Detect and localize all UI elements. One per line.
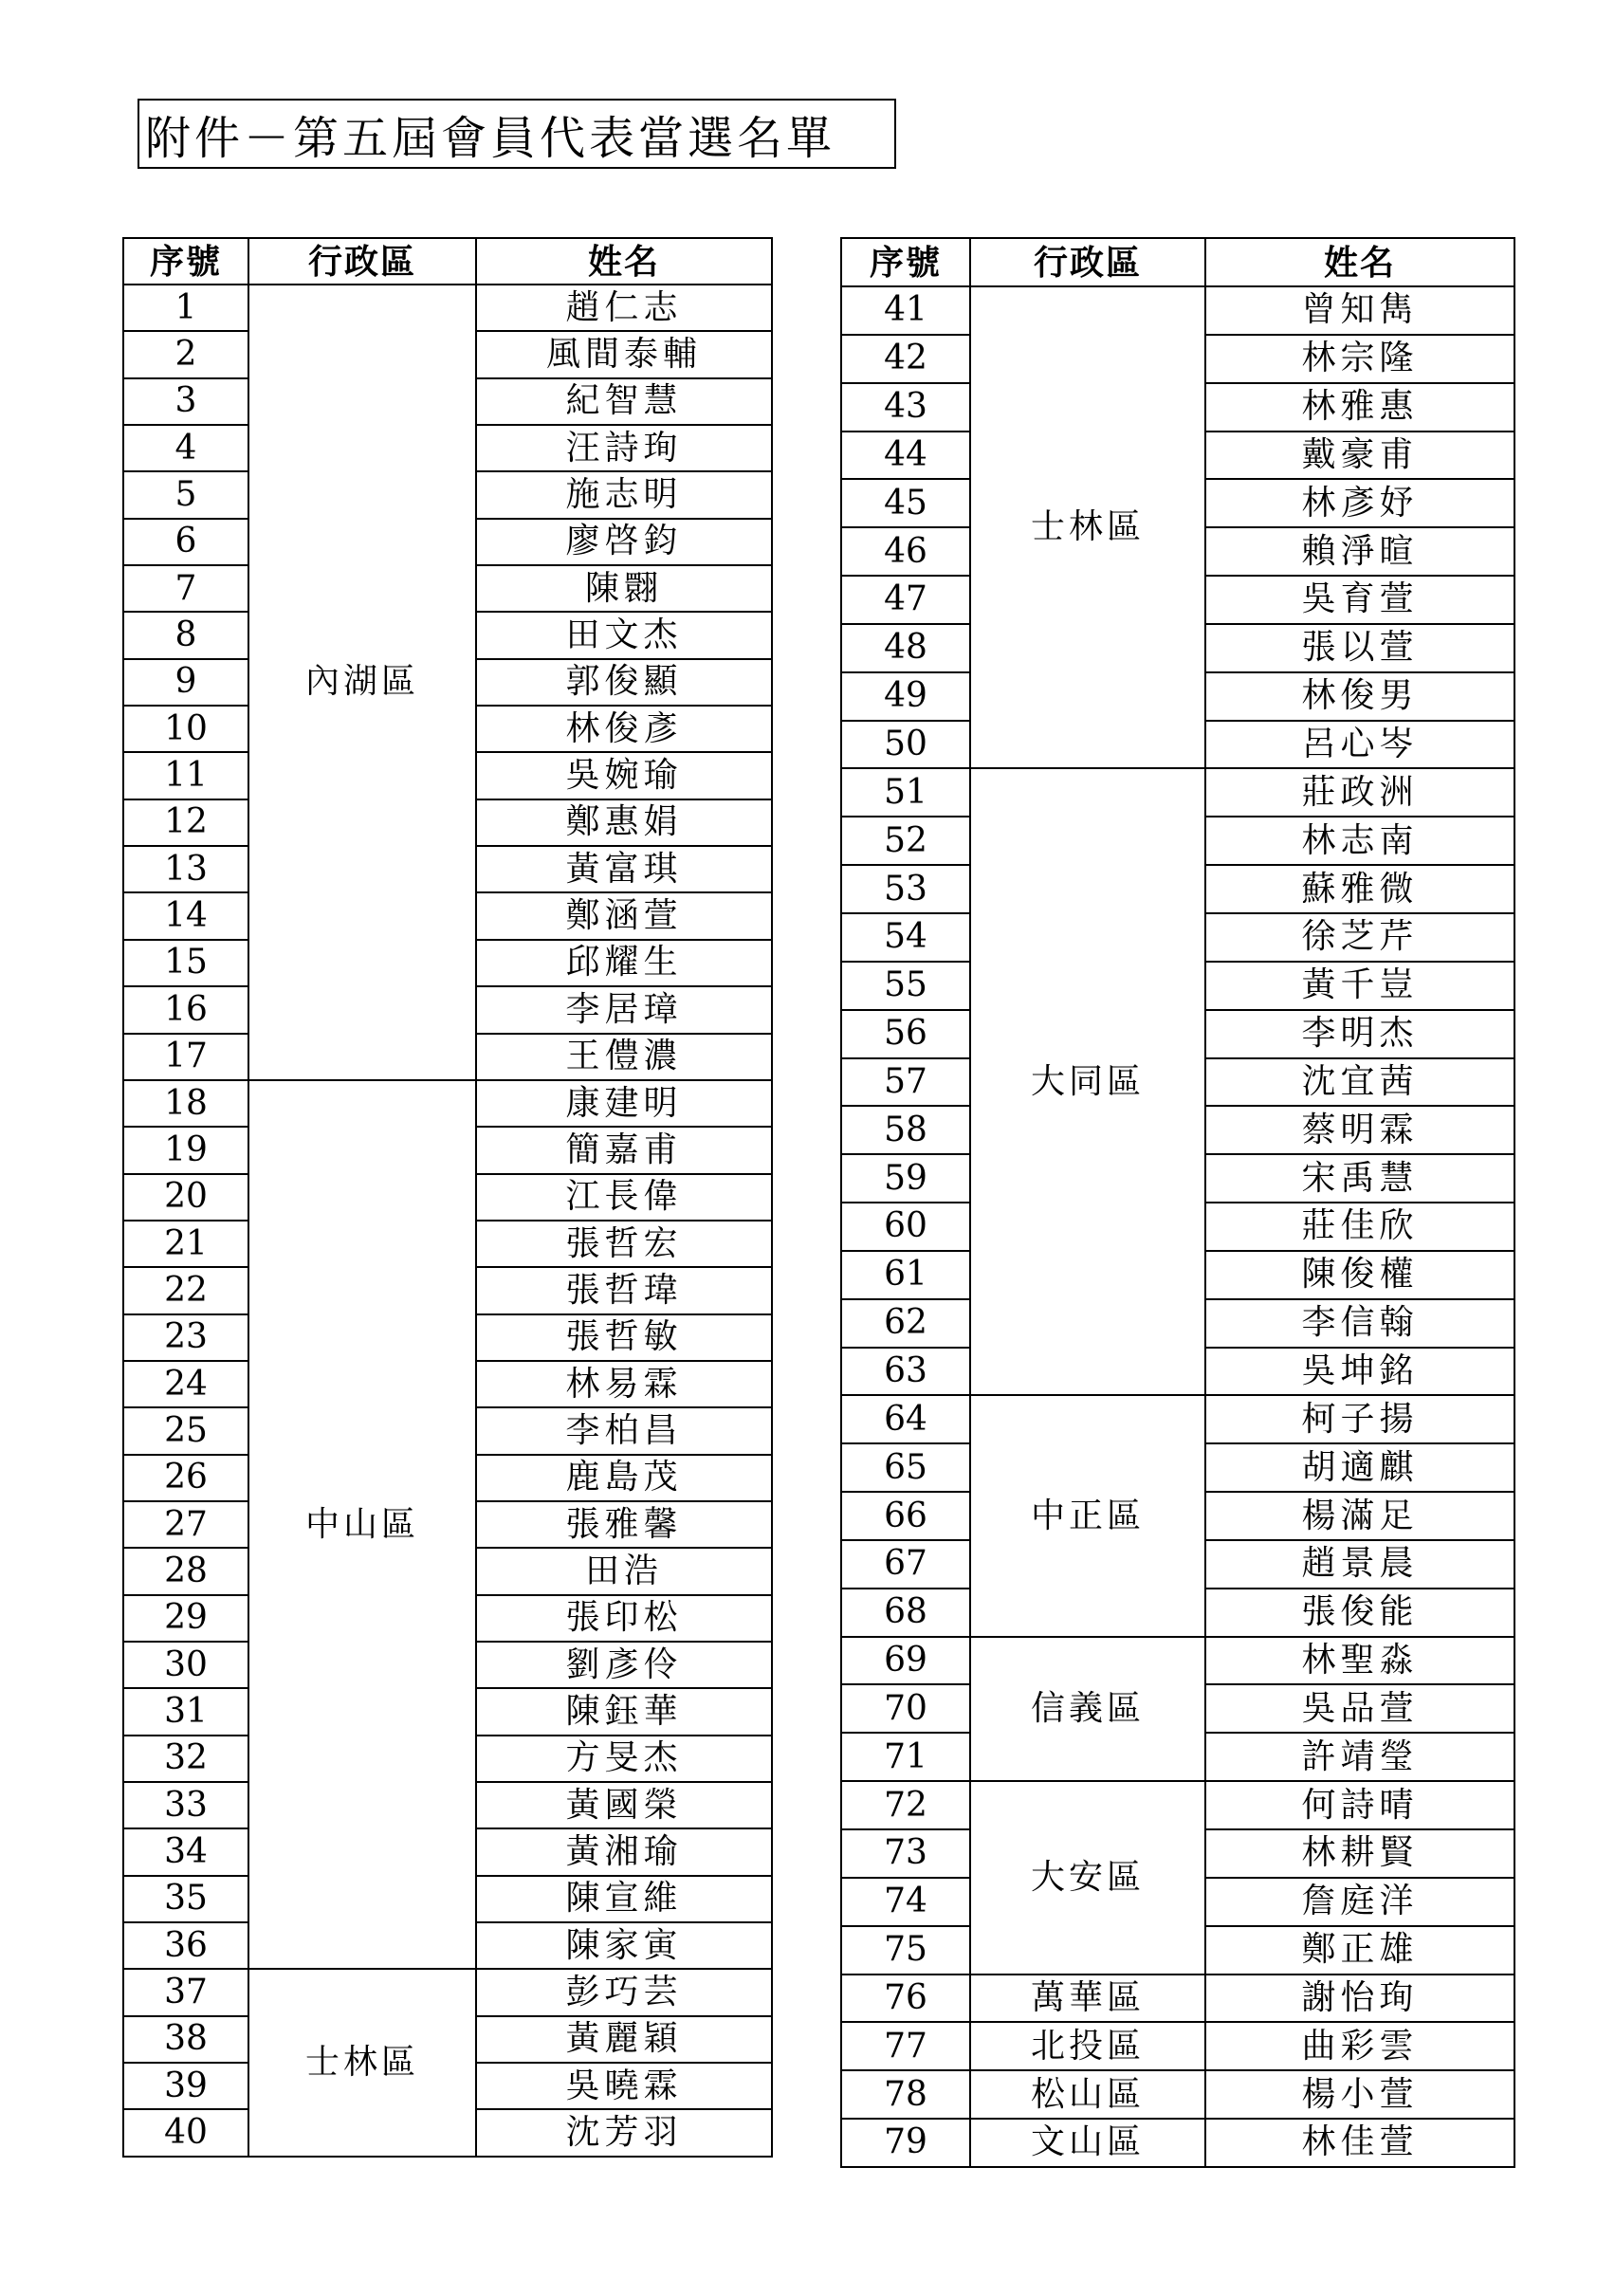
row-number: 49 (841, 672, 970, 721)
row-number: 72 (841, 1781, 970, 1829)
roster-table-right (840, 237, 1515, 2168)
district-cell: 松山區 (970, 2070, 1205, 2119)
member-name: 何詩晴 (1205, 1781, 1514, 1829)
row-number: 40 (123, 2109, 248, 2156)
row-number: 50 (841, 721, 970, 769)
row-number: 23 (123, 1314, 248, 1361)
member-name: 蘇雅微 (1205, 865, 1514, 913)
row-number: 8 (123, 612, 248, 658)
member-name: 陳翾 (476, 565, 772, 612)
table-row (123, 285, 772, 331)
member-name: 許靖瑩 (1205, 1733, 1514, 1781)
member-name: 李居璋 (476, 986, 772, 1033)
row-number: 24 (123, 1361, 248, 1407)
member-name: 楊滿足 (1205, 1492, 1514, 1540)
member-name: 楊小萱 (1205, 2070, 1514, 2119)
row-number: 13 (123, 846, 248, 892)
district-cell: 中山區 (248, 1080, 476, 1970)
member-name: 陳鈺華 (476, 1688, 772, 1735)
member-name: 鄭涵萱 (476, 892, 772, 939)
row-number: 43 (841, 383, 970, 432)
member-name: 曲彩雲 (1205, 2022, 1514, 2070)
roster-table-left (122, 237, 773, 2158)
member-name: 宋禹慧 (1205, 1154, 1514, 1203)
row-number: 44 (841, 432, 970, 480)
member-name: 黃富琪 (476, 846, 772, 892)
row-number: 33 (123, 1782, 248, 1828)
member-name: 陳俊權 (1205, 1251, 1514, 1299)
header-row (123, 238, 772, 285)
row-number: 47 (841, 576, 970, 624)
row-number: 76 (841, 1975, 970, 2023)
member-name: 林雅惠 (1205, 383, 1514, 432)
header-name: 姓名 (476, 238, 772, 285)
district-cell: 北投區 (970, 2022, 1205, 2070)
district-cell: 萬華區 (970, 1975, 1205, 2023)
member-name: 王僼濃 (476, 1034, 772, 1080)
member-name: 趙仁志 (476, 285, 772, 331)
member-name: 邱耀生 (476, 940, 772, 986)
member-name: 謝怡珣 (1205, 1975, 1514, 2023)
member-name: 吳品萱 (1205, 1684, 1514, 1733)
member-name: 田文杰 (476, 612, 772, 658)
member-name: 趙景晨 (1205, 1540, 1514, 1589)
row-number: 39 (123, 2063, 248, 2109)
member-name: 鄭惠娟 (476, 799, 772, 846)
member-name: 吳坤銘 (1205, 1348, 1514, 1396)
member-name: 黃湘瑜 (476, 1828, 772, 1875)
member-name: 康建明 (476, 1080, 772, 1127)
table-row (123, 1969, 772, 2015)
row-number: 38 (123, 2016, 248, 2063)
member-name: 簡嘉甫 (476, 1127, 772, 1173)
member-name: 柯子揚 (1205, 1395, 1514, 1443)
table-row (841, 1975, 1514, 2023)
table-row (841, 1781, 1514, 1829)
member-name: 林俊彥 (476, 706, 772, 752)
row-number: 52 (841, 817, 970, 865)
row-number: 9 (123, 659, 248, 706)
member-name: 郭俊顯 (476, 659, 772, 706)
row-number: 18 (123, 1080, 248, 1127)
member-name: 蔡明霖 (1205, 1106, 1514, 1154)
table-row (123, 1080, 772, 1127)
member-name: 陳家寅 (476, 1922, 772, 1969)
row-number: 71 (841, 1733, 970, 1781)
district-cell: 文山區 (970, 2119, 1205, 2167)
member-name: 沈芳羽 (476, 2109, 772, 2156)
member-name: 林志南 (1205, 817, 1514, 865)
member-name: 汪詩珣 (476, 425, 772, 471)
table-row (841, 1637, 1514, 1685)
member-name: 張印松 (476, 1595, 772, 1642)
row-number: 2 (123, 331, 248, 377)
row-number: 16 (123, 986, 248, 1033)
row-number: 69 (841, 1637, 970, 1685)
row-number: 22 (123, 1267, 248, 1313)
member-name: 林易霖 (476, 1361, 772, 1407)
member-name: 吳育萱 (1205, 576, 1514, 624)
header-district: 行政區 (248, 238, 476, 285)
row-number: 31 (123, 1688, 248, 1735)
member-name: 江長偉 (476, 1174, 772, 1221)
row-number: 28 (123, 1548, 248, 1594)
header-row (841, 238, 1514, 286)
member-name: 戴豪甫 (1205, 432, 1514, 480)
member-name: 黃麗穎 (476, 2016, 772, 2063)
row-number: 58 (841, 1106, 970, 1154)
row-number: 41 (841, 286, 970, 335)
member-name: 張哲瑋 (476, 1267, 772, 1313)
member-name: 彭巧芸 (476, 1969, 772, 2015)
row-number: 27 (123, 1501, 248, 1548)
member-name: 施志明 (476, 471, 772, 518)
row-number: 55 (841, 962, 970, 1010)
member-name: 張哲敏 (476, 1314, 772, 1361)
member-name: 莊政洲 (1205, 768, 1514, 817)
row-number: 64 (841, 1395, 970, 1443)
row-number: 48 (841, 624, 970, 672)
member-name: 莊佳欣 (1205, 1203, 1514, 1251)
table-row (841, 2022, 1514, 2070)
row-number: 25 (123, 1407, 248, 1454)
district-cell: 中正區 (970, 1395, 1205, 1636)
row-number: 36 (123, 1922, 248, 1969)
member-name: 吳婉瑜 (476, 752, 772, 799)
district-cell: 內湖區 (248, 285, 476, 1080)
member-name: 詹庭洋 (1205, 1878, 1514, 1926)
row-number: 78 (841, 2070, 970, 2119)
table-row (841, 1395, 1514, 1443)
member-name: 林佳萱 (1205, 2119, 1514, 2167)
row-number: 61 (841, 1251, 970, 1299)
member-name: 吳曉霖 (476, 2063, 772, 2109)
row-number: 17 (123, 1034, 248, 1080)
header-name: 姓名 (1205, 238, 1514, 286)
row-number: 29 (123, 1595, 248, 1642)
district-cell: 大安區 (970, 1781, 1205, 1974)
table-row (841, 286, 1514, 335)
row-number: 51 (841, 768, 970, 817)
row-number: 4 (123, 425, 248, 471)
row-number: 75 (841, 1926, 970, 1975)
member-name: 林聖淼 (1205, 1637, 1514, 1685)
row-number: 7 (123, 565, 248, 612)
member-name: 張以萱 (1205, 624, 1514, 672)
row-number: 14 (123, 892, 248, 939)
row-number: 53 (841, 865, 970, 913)
row-number: 68 (841, 1589, 970, 1637)
row-number: 54 (841, 913, 970, 962)
member-name: 林宗隆 (1205, 335, 1514, 383)
table-row (841, 2119, 1514, 2167)
header-no: 序號 (123, 238, 248, 285)
member-name: 鄭正雄 (1205, 1926, 1514, 1975)
district-cell: 信義區 (970, 1637, 1205, 1782)
district-cell: 大同區 (970, 768, 1205, 1395)
row-number: 62 (841, 1299, 970, 1348)
row-number: 26 (123, 1455, 248, 1501)
row-number: 5 (123, 471, 248, 518)
row-number: 77 (841, 2022, 970, 2070)
row-number: 59 (841, 1154, 970, 1203)
row-number: 3 (123, 378, 248, 425)
roster-body-left (123, 285, 772, 2157)
row-number: 67 (841, 1540, 970, 1589)
member-name: 李信翰 (1205, 1299, 1514, 1348)
member-name: 林俊男 (1205, 672, 1514, 721)
row-number: 46 (841, 527, 970, 576)
row-number: 19 (123, 1127, 248, 1173)
member-name: 廖啓鈞 (476, 519, 772, 565)
row-number: 74 (841, 1878, 970, 1926)
row-number: 32 (123, 1736, 248, 1782)
member-name: 陳宣維 (476, 1876, 772, 1922)
header-no: 序號 (841, 238, 970, 286)
row-number: 6 (123, 519, 248, 565)
row-number: 37 (123, 1969, 248, 2015)
member-name: 黃千豈 (1205, 962, 1514, 1010)
document-title: 附件－第五屆會員代表當選名單 (138, 99, 896, 169)
member-name: 賴淨暄 (1205, 527, 1514, 576)
row-number: 45 (841, 479, 970, 527)
row-number: 57 (841, 1058, 970, 1107)
row-number: 12 (123, 799, 248, 846)
member-name: 李柏昌 (476, 1407, 772, 1454)
member-name: 林彥妤 (1205, 479, 1514, 527)
row-number: 30 (123, 1642, 248, 1688)
row-number: 35 (123, 1876, 248, 1922)
member-name: 沈宜茜 (1205, 1058, 1514, 1107)
row-number: 34 (123, 1828, 248, 1875)
member-name: 紀智慧 (476, 378, 772, 425)
member-name: 呂心岑 (1205, 721, 1514, 769)
member-name: 林耕賢 (1205, 1829, 1514, 1878)
member-name: 李明杰 (1205, 1010, 1514, 1058)
row-number: 66 (841, 1492, 970, 1540)
district-cell: 士林區 (970, 286, 1205, 768)
row-number: 10 (123, 706, 248, 752)
member-name: 方旻杰 (476, 1736, 772, 1782)
roster-body-right (841, 286, 1514, 2167)
member-name: 曾知雋 (1205, 286, 1514, 335)
district-cell: 士林區 (248, 1969, 476, 2156)
row-number: 15 (123, 940, 248, 986)
member-name: 張俊能 (1205, 1589, 1514, 1637)
member-name: 劉彥伶 (476, 1642, 772, 1688)
row-number: 56 (841, 1010, 970, 1058)
row-number: 11 (123, 752, 248, 799)
member-name: 黃國榮 (476, 1782, 772, 1828)
row-number: 73 (841, 1829, 970, 1878)
member-name: 徐芝芹 (1205, 913, 1514, 962)
row-number: 79 (841, 2119, 970, 2167)
row-number: 42 (841, 335, 970, 383)
row-number: 63 (841, 1348, 970, 1396)
table-row (841, 2070, 1514, 2119)
row-number: 21 (123, 1221, 248, 1267)
member-name: 胡適麒 (1205, 1443, 1514, 1492)
member-name: 鹿島茂 (476, 1455, 772, 1501)
row-number: 70 (841, 1684, 970, 1733)
table-row (841, 768, 1514, 817)
member-name: 張哲宏 (476, 1221, 772, 1267)
header-district: 行政區 (970, 238, 1205, 286)
member-name: 風間泰輔 (476, 331, 772, 377)
row-number: 60 (841, 1203, 970, 1251)
row-number: 20 (123, 1174, 248, 1221)
row-number: 65 (841, 1443, 970, 1492)
member-name: 田浩 (476, 1548, 772, 1594)
member-name: 張雅馨 (476, 1501, 772, 1548)
row-number: 1 (123, 285, 248, 331)
